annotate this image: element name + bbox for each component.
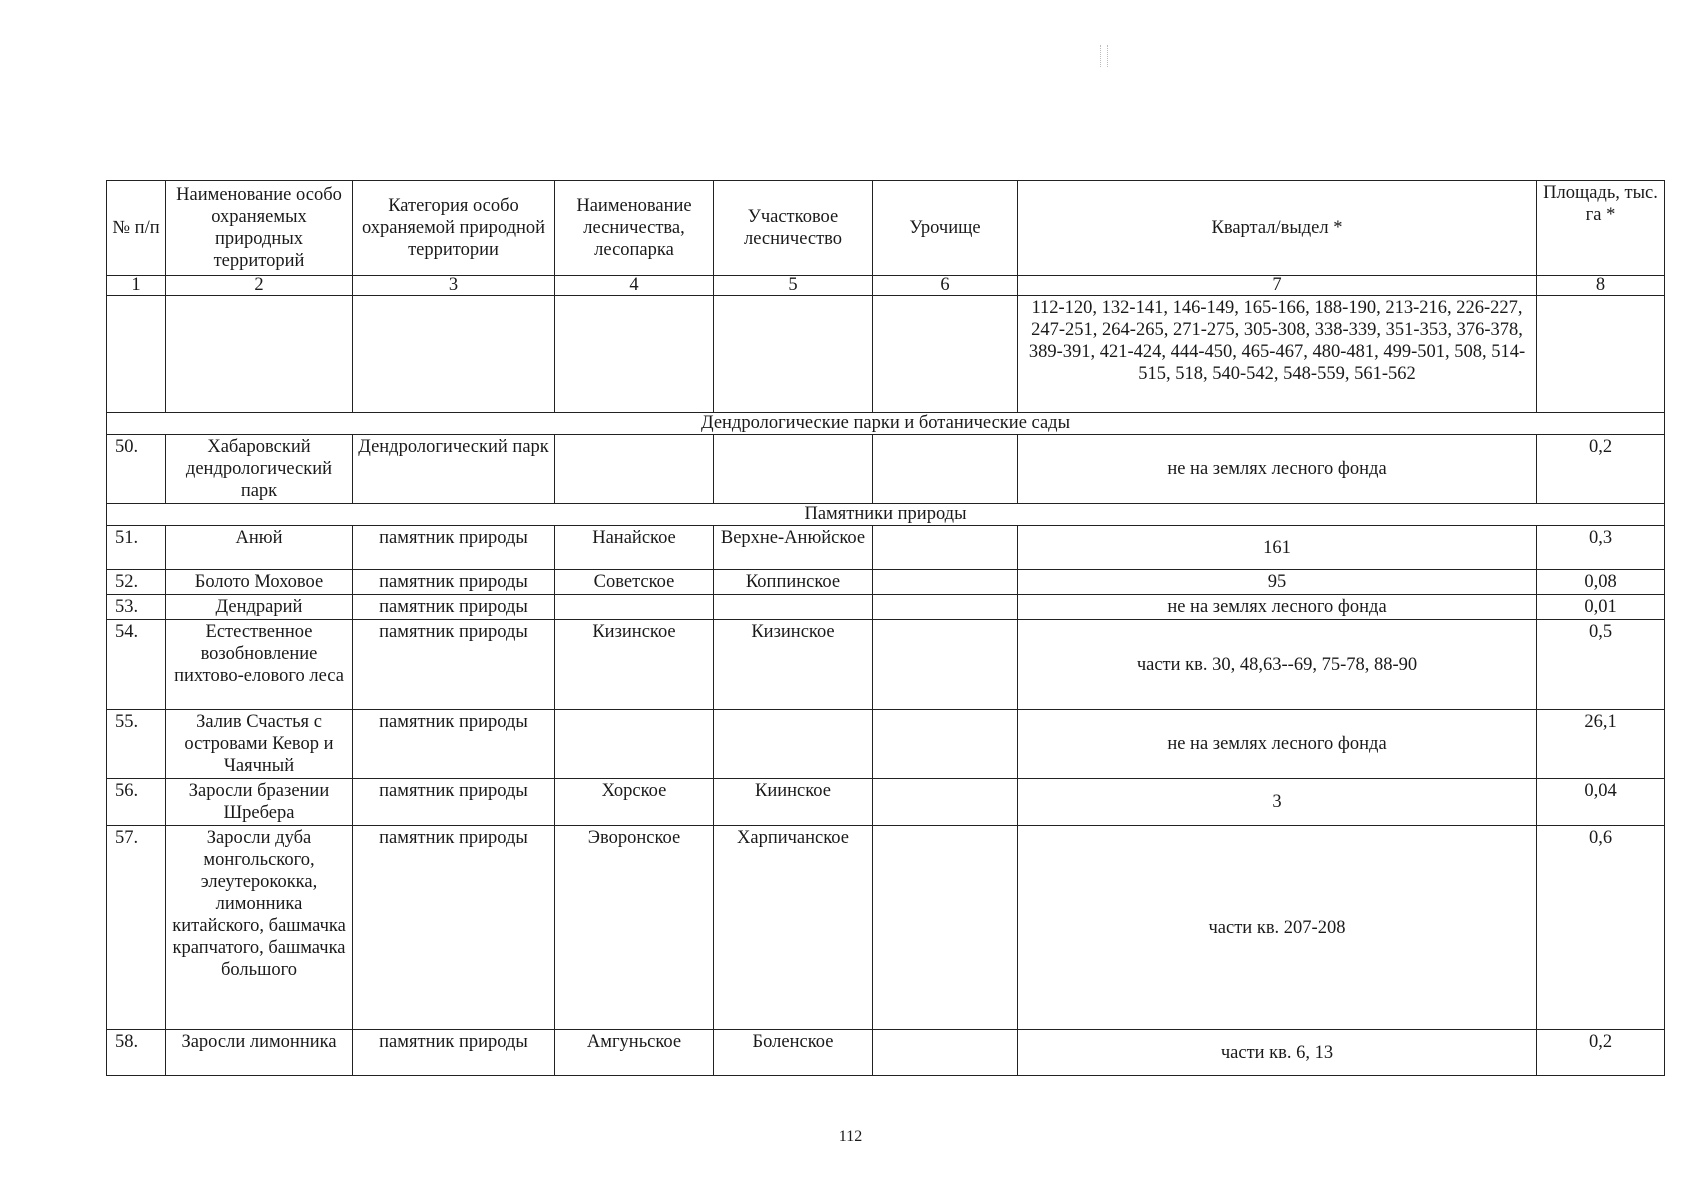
row-kvartal: не на землях лесного фонда bbox=[1018, 710, 1537, 779]
table-row bbox=[107, 779, 1665, 826]
row-forestry: Кизинское bbox=[555, 620, 714, 710]
table-row bbox=[107, 595, 1665, 620]
row-number: 54. bbox=[107, 620, 166, 710]
row-district: Верхне-Анюйское bbox=[714, 526, 873, 570]
row-tract bbox=[873, 595, 1018, 620]
row-area: 0,3 bbox=[1537, 526, 1665, 570]
row-kvartal: не на землях лесного фонда bbox=[1018, 435, 1537, 504]
column-number: 8 bbox=[1537, 276, 1665, 296]
table-row bbox=[107, 526, 1665, 570]
row-name: Хабаровский дендрологический парк bbox=[166, 435, 353, 504]
row-tract bbox=[873, 435, 1018, 504]
row-area: 0,04 bbox=[1537, 779, 1665, 826]
header-area: Площадь, тыс. га * bbox=[1537, 181, 1665, 276]
section-row-monuments bbox=[107, 504, 1665, 526]
row-name: Заросли лимонника bbox=[166, 1030, 353, 1076]
row-tract bbox=[873, 779, 1018, 826]
row-district: Кизинское bbox=[714, 620, 873, 710]
row-name: Анюй bbox=[166, 526, 353, 570]
table-row bbox=[107, 826, 1665, 1030]
header-category: Категория особо охраняемой природной территории bbox=[353, 181, 555, 276]
row-name: Болото Моховое bbox=[166, 570, 353, 595]
row-name: Заросли дуба монгольского, элеутерококка, лимонника китайского, башмачка крапчатого, башмачка большого bbox=[166, 826, 353, 1030]
section-title-monuments: Памятники природы bbox=[107, 504, 1665, 526]
row-district: Харпичанское bbox=[714, 826, 873, 1030]
row-area: 0,01 bbox=[1537, 595, 1665, 620]
header-name: Наименование особо охраняемых природных территорий bbox=[166, 181, 353, 276]
row-district: Киинское bbox=[714, 779, 873, 826]
column-number: 1 bbox=[107, 276, 166, 296]
row-category: памятник природы bbox=[353, 620, 555, 710]
row-name: Естественное возобновление пихтово-елового леса bbox=[166, 620, 353, 710]
header-district: Участковое лесничество bbox=[714, 181, 873, 276]
row-kvartal: 161 bbox=[1018, 526, 1537, 570]
column-number: 6 bbox=[873, 276, 1018, 296]
table-row bbox=[107, 620, 1665, 710]
header-num: № п/п bbox=[107, 181, 166, 276]
row-district bbox=[714, 595, 873, 620]
row-number: 50. bbox=[107, 435, 166, 504]
column-number: 2 bbox=[166, 276, 353, 296]
row-category: памятник природы bbox=[353, 710, 555, 779]
protected-areas-table bbox=[106, 180, 1665, 1076]
row-area: 26,1 bbox=[1537, 710, 1665, 779]
row-kvartal: части кв. 6, 13 bbox=[1018, 1030, 1537, 1076]
section-title-dendro: Дендрологические парки и ботанические сады bbox=[107, 413, 1665, 435]
page-number: 112 bbox=[838, 1128, 863, 1145]
row-number: 52. bbox=[107, 570, 166, 595]
row-district: Боленское bbox=[714, 1030, 873, 1076]
column-number: 4 bbox=[555, 276, 714, 296]
column-number: 7 bbox=[1018, 276, 1537, 296]
row-category: Дендрологический парк bbox=[353, 435, 555, 504]
row-district: Коппинское bbox=[714, 570, 873, 595]
row-name: Заросли бразении Шребера bbox=[166, 779, 353, 826]
row-number: 58. bbox=[107, 1030, 166, 1076]
row-forestry: Нанайское bbox=[555, 526, 714, 570]
row-category: памятник природы bbox=[353, 1030, 555, 1076]
row-tract bbox=[873, 620, 1018, 710]
table-row bbox=[107, 570, 1665, 595]
row-number: 56. bbox=[107, 779, 166, 826]
row-category: памятник природы bbox=[353, 595, 555, 620]
column-number: 5 bbox=[714, 276, 873, 296]
row-tract bbox=[873, 826, 1018, 1030]
continuation-kvartal: 112-120, 132-141, 146-149, 165-166, 188-190, 213-216, 226-227, 247-251, 264-265, 271-275, 305-308, 338-339, 351-353, 376-378, 389-391, 421-424, 444-450, 465-467, 480-481, 499-501, 508, 514-515, 518, 540-542, 548-559, 561-562 bbox=[1018, 296, 1537, 413]
row-area: 0,08 bbox=[1537, 570, 1665, 595]
row-number: 57. bbox=[107, 826, 166, 1030]
table-row bbox=[107, 435, 1665, 504]
scan-mark bbox=[1100, 45, 1108, 67]
row-tract bbox=[873, 710, 1018, 779]
row-category: памятник природы bbox=[353, 570, 555, 595]
row-forestry bbox=[555, 435, 714, 504]
row-category: памятник природы bbox=[353, 779, 555, 826]
row-forestry bbox=[555, 595, 714, 620]
row-number: 51. bbox=[107, 526, 166, 570]
row-category: памятник природы bbox=[353, 826, 555, 1030]
row-tract bbox=[873, 526, 1018, 570]
row-forestry: Хорское bbox=[555, 779, 714, 826]
header-tract: Урочище bbox=[873, 181, 1018, 276]
row-kvartal: части кв. 30, 48,63--69, 75-78, 88-90 bbox=[1018, 620, 1537, 710]
row-forestry: Амгуньское bbox=[555, 1030, 714, 1076]
table-row bbox=[107, 710, 1665, 779]
row-forestry: Советское bbox=[555, 570, 714, 595]
column-number-row bbox=[107, 276, 1665, 296]
row-kvartal: части кв. 207-208 bbox=[1018, 826, 1537, 1030]
header-row bbox=[107, 181, 1665, 276]
row-name: Залив Счастья с островами Кевор и Чаячный bbox=[166, 710, 353, 779]
row-tract bbox=[873, 570, 1018, 595]
row-area: 0,2 bbox=[1537, 435, 1665, 504]
row-forestry bbox=[555, 710, 714, 779]
row-tract bbox=[873, 1030, 1018, 1076]
row-number: 55. bbox=[107, 710, 166, 779]
row-category: памятник природы bbox=[353, 526, 555, 570]
row-name: Дендрарий bbox=[166, 595, 353, 620]
header-kvartal: Квартал/выдел * bbox=[1018, 181, 1537, 276]
column-number: 3 bbox=[353, 276, 555, 296]
header-forestry: Наименование лесничества, лесопарка bbox=[555, 181, 714, 276]
row-district bbox=[714, 435, 873, 504]
row-forestry: Эворонское bbox=[555, 826, 714, 1030]
continuation-row bbox=[107, 296, 1665, 413]
row-district bbox=[714, 710, 873, 779]
row-area: 0,6 bbox=[1537, 826, 1665, 1030]
row-area: 0,2 bbox=[1537, 1030, 1665, 1076]
row-kvartal: 95 bbox=[1018, 570, 1537, 595]
row-kvartal: 3 bbox=[1018, 779, 1537, 826]
row-kvartal: не на землях лесного фонда bbox=[1018, 595, 1537, 620]
table-row bbox=[107, 1030, 1665, 1076]
section-row-dendro bbox=[107, 413, 1665, 435]
row-number: 53. bbox=[107, 595, 166, 620]
row-area: 0,5 bbox=[1537, 620, 1665, 710]
